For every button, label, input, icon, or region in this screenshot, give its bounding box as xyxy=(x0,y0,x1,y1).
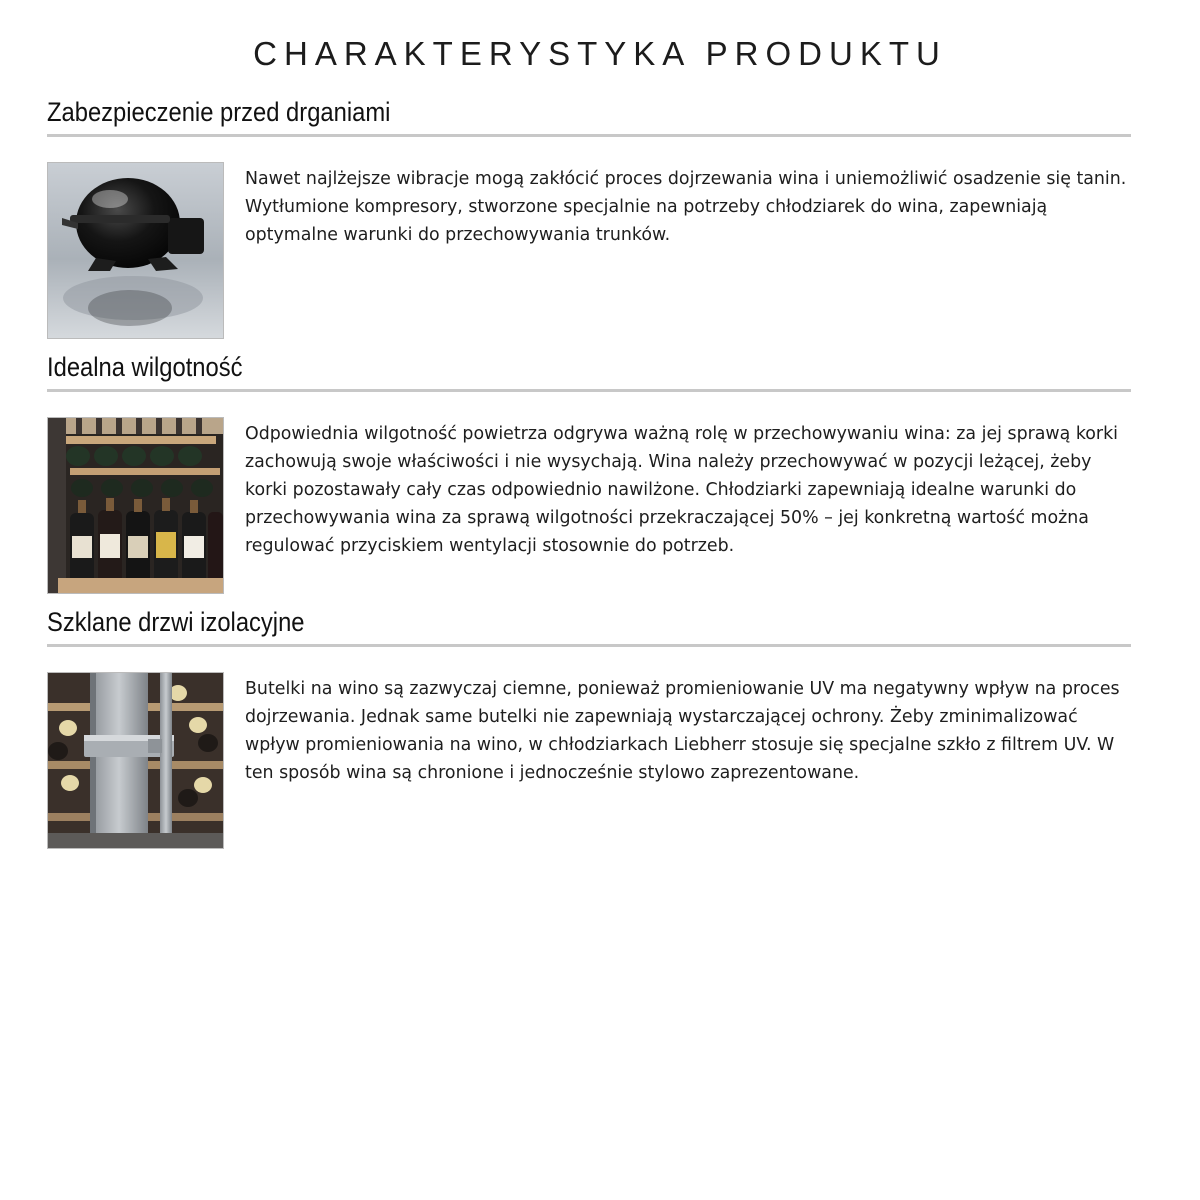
section-body xyxy=(47,672,1131,850)
section-heading: Idealna wilgotność xyxy=(47,352,243,382)
feature-section-vibration xyxy=(47,96,1131,340)
section-heading: Zabezpieczenie przed drganiami xyxy=(47,97,391,127)
section-body xyxy=(47,417,1131,595)
feature-section-humidity xyxy=(47,351,1131,595)
section-paragraph: Odpowiednia wilgotność powietrza odgrywa ważną rolę w przechowywaniu wina: za jej sprawą korki zachowują swoje właściwości i nie wysychają. Wina należy przechowywać w pozycji leżącej, żeby korki pozostawały cały czas odpowiednio nawilżone. Chłodziarki zapewniają idealne warunki do przechowywania wina za sprawą wilgotności przekraczającej 50% – jej konkretną wartość można regulować przyciskiem wentylacji stosownie do potrzeb. xyxy=(245,424,1118,556)
section-divider xyxy=(47,134,1131,137)
glass-door-handle-photo-icon xyxy=(47,672,224,849)
section-heading: Szklane drzwi izolacyjne xyxy=(47,607,305,637)
section-body xyxy=(47,162,1131,340)
page-title: CHARAKTERYSTYKA PRODUKTU xyxy=(253,35,947,72)
section-divider xyxy=(47,389,1131,392)
section-paragraph: Nawet najlżejsze wibracje mogą zakłócić proces dojrzewania wina i uniemożliwić osadzenie się tanin. Wytłumione kompresory, stworzone specjalnie na potrzeby chłodziarek do wina, zapewniają optymalne warunki do przechowywania trunków. xyxy=(245,169,1127,245)
feature-section-glass-door xyxy=(47,606,1131,850)
wine-shelves-photo-icon xyxy=(47,417,224,594)
section-paragraph: Butelki na wino są zazwyczaj ciemne, ponieważ promieniowanie UV ma negatywny wpływ na proces dojrzewania. Jednak same butelki nie zapewniają wystarczającej ochrony. Żeby zminimalizować wpływ promieniowania na wino, w chłodziarkach Liebherr stosuje się specjalne szkło z filtrem UV. W ten sposób wina są chronione i jednocześnie stylowo zaprezentowane. xyxy=(245,679,1120,783)
section-divider xyxy=(47,644,1131,647)
compressor-photo-icon xyxy=(47,162,224,339)
